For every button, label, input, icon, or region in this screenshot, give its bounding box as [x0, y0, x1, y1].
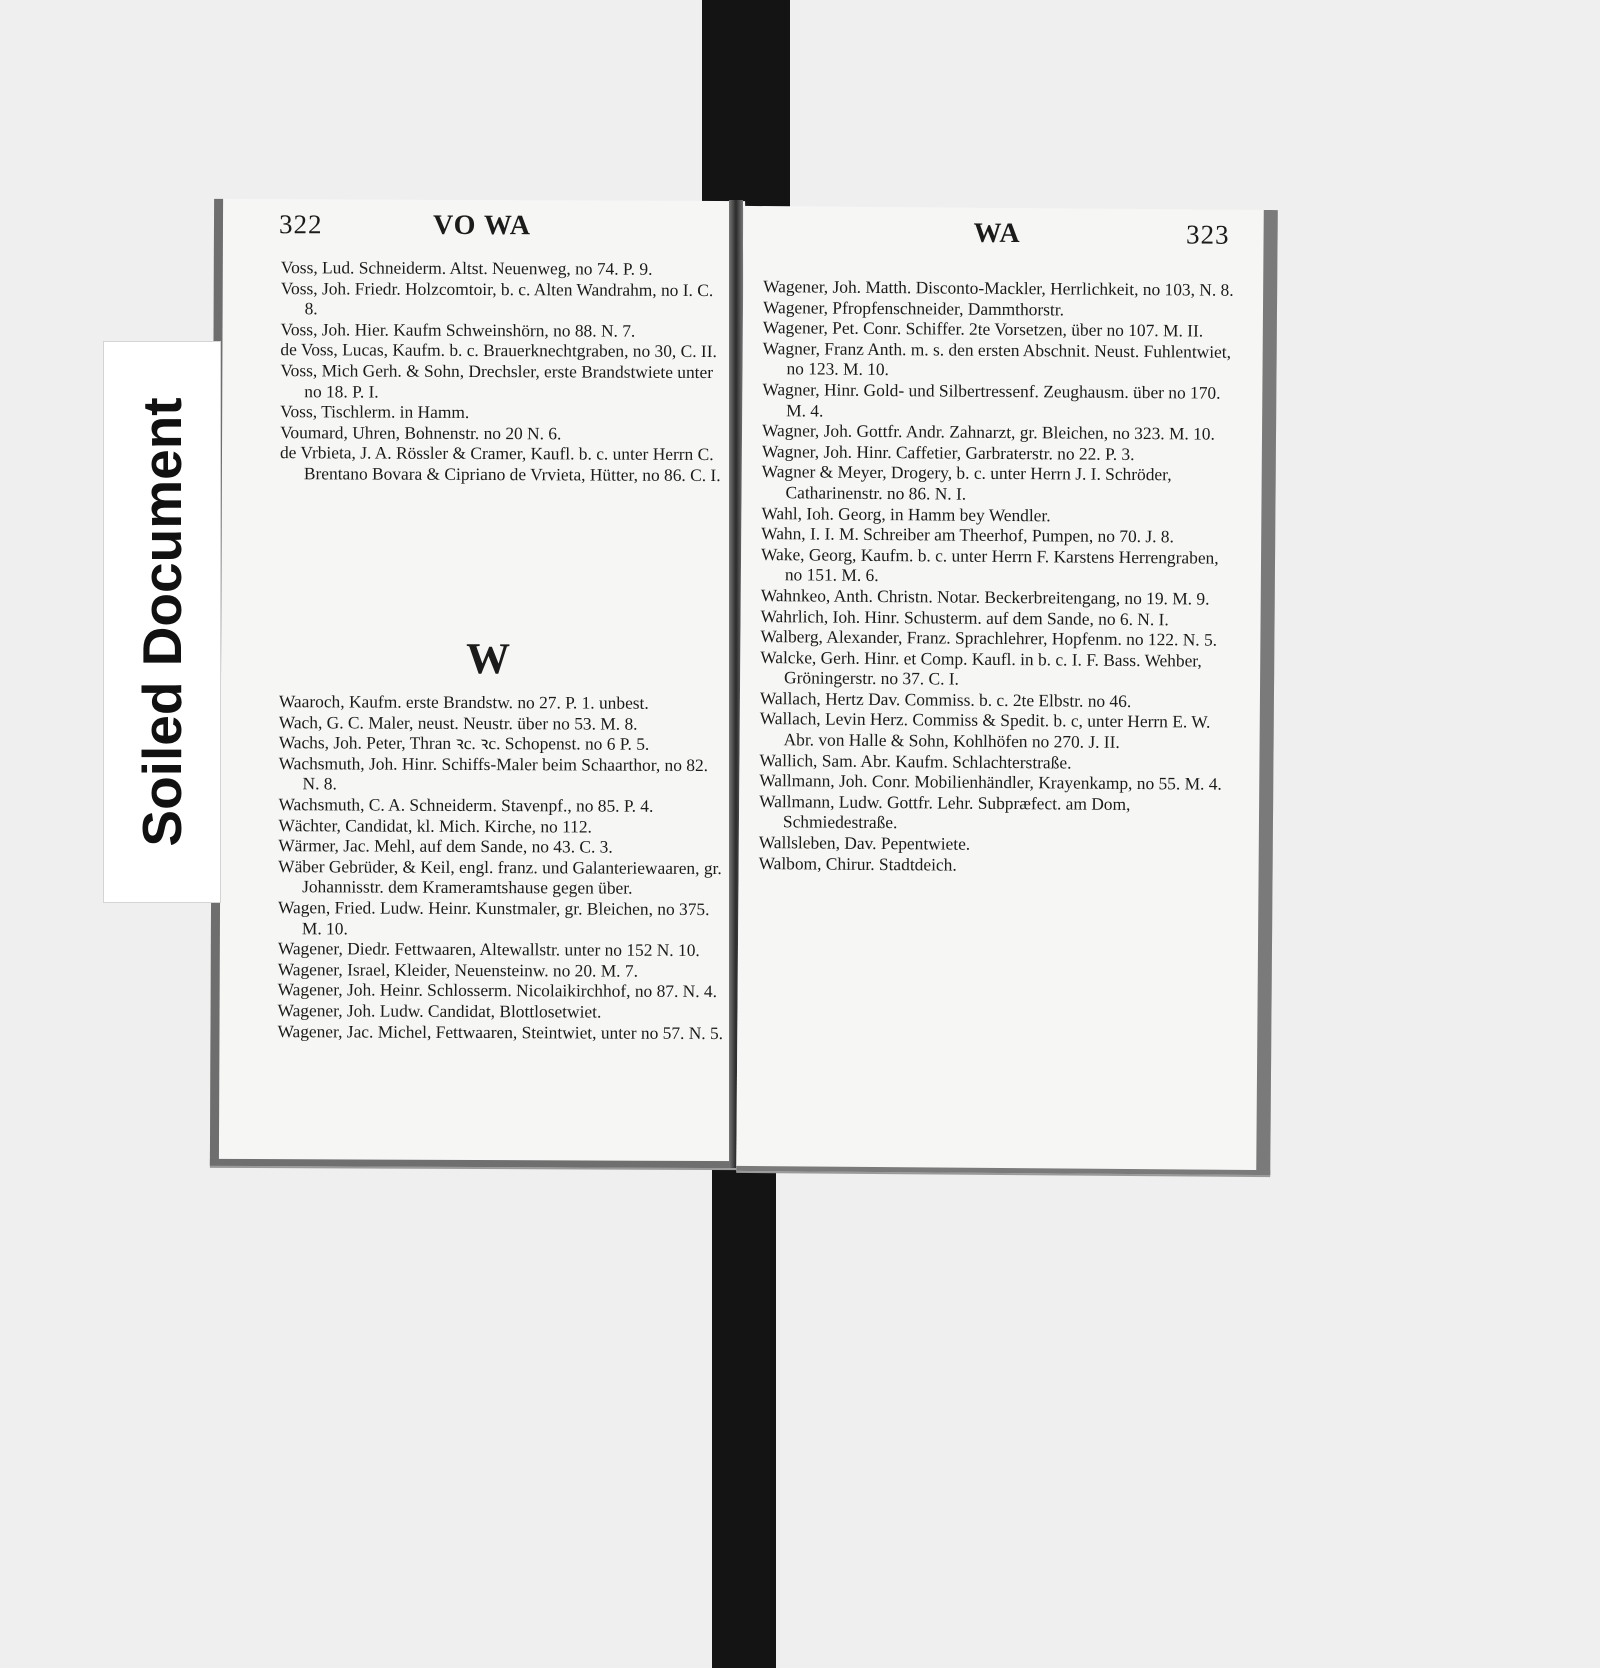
directory-entry: Wallmann, Joh. Conr. Mobilienhändler, Krayenkamp, no 55. M. 4. — [759, 770, 1222, 794]
directory-entry: Voss, Mich Gerh. & Sohn, Drechsler, erste Brandstwiete unter no 18. P. I. — [280, 360, 714, 402]
directory-entry: Wagener, Diedr. Fettwaaren, Altewallstr. unter no 152 N. 10. — [277, 938, 700, 961]
directory-entry: Wach, G. C. Maler, neust. Neustr. über no 53. M. 8. — [278, 711, 638, 734]
binding-strap-top — [702, 0, 790, 210]
directory-entry: Wachsmuth, Joh. Hinr. Schiffs-Maler beim Schaarthor, no 82. N. 8. — [278, 752, 709, 794]
directory-entry: Wallach, Levin Herz. Commiss & Spedit. b. c, unter Herrn E. W. Abr. von Halle & Sohn, Kohlhöfen no 270. J. II. — [759, 708, 1211, 752]
directory-entry: Wagener, Israel, Kleider, Neuensteinw. no 20. M. 7. — [277, 958, 638, 981]
binding-strap-bottom — [712, 1150, 776, 1668]
directory-entry: Wärmer, Jac. Mehl, auf dem Sande, no 43. C. 3. — [278, 835, 613, 857]
directory-entry: Wagener, Joh. Heinr. Schlosserm. Nicolaikirchhof, no 87. N. 4. — [277, 979, 718, 1002]
directory-entry: de Vrbieta, J. A. Rössler & Cramer, Kaufl. b. c. unter Herrn C. Brentano Bovara & Cipriano de Vrvieta, Hütter, no 86. C. I. — [279, 442, 721, 485]
directory-entry: Wagener, Pfropfenschneider, Dammthorstr. — [762, 296, 1065, 320]
right-page — [736, 206, 1278, 1175]
right-entries-wa — [759, 276, 1236, 877]
directory-entry: Wagener, Joh. Matth. Disconto-Mackler, Herrlichkeit, no 103, N. 8. — [763, 276, 1234, 300]
directory-entry: Voss, Joh. Hier. Kaufm Schweinshörn, no 88. N. 7. — [280, 318, 636, 341]
open-book — [212, 200, 1284, 1168]
directory-entry: Walcke, Gerh. Hinr. et Comp. Kaufl. in b. c. I. F. Bass. Wehber, Gröningerstr. no 37. C. I. — [760, 646, 1202, 689]
directory-entry: Voss, Joh. Friedr. Holzcomtoir, b. c. Alten Wandrahm, no I. C. 8. — [280, 277, 714, 319]
directory-entry: Voss, Lud. Schneiderm. Altst. Neuenweg, no 74. P. 9. — [280, 257, 653, 279]
directory-entry: Waaroch, Kaufm. erste Brandstw. no 27. P. 1. unbest. — [278, 691, 649, 713]
directory-entry: Wachsmuth, C. A. Schneiderm. Stavenpf., no 85. P. 4. — [278, 794, 654, 816]
directory-entry: Wagen, Fried. Ludw. Heinr. Kunstmaler, gr. Bleichen, no 375. M. 10. — [277, 897, 710, 938]
directory-entry: Walberg, Alexander, Franz. Sprachlehrer, Hopfenm. no 122. N. 5. — [760, 626, 1218, 650]
directory-entry: Wallach, Hertz Dav. Commiss. b. c. 2te Elbstr. no 46. — [759, 687, 1132, 711]
directory-entry: Wagener, Pet. Conr. Schiffer. 2te Vorsetzen, über no 107. M. II. — [762, 317, 1204, 341]
directory-entry: Wallsleben, Dav. Pepentwiete. — [758, 832, 971, 854]
section-letter-w: W — [466, 633, 511, 684]
directory-entry: Wagner, Joh. Hinr. Caffetier, Garbraterstr. no 22. P. 3. — [761, 440, 1135, 464]
left-running-head: VO WA — [432, 209, 532, 242]
soiled-document-label-text: Soiled Document — [131, 397, 193, 847]
directory-entry: de Voss, Lucas, Kaufm. b. c. Brauerknechtgraben, no 30, C. II. — [280, 339, 717, 362]
directory-entry: Wächter, Candidat, kl. Mich. Kirche, no 112. — [278, 814, 592, 837]
directory-entry: Wallich, Sam. Abr. Kaufm. Schlachterstraße. — [759, 749, 1072, 773]
left-entries-w-block — [277, 617, 727, 1043]
directory-entry: Wagner, Franz Anth. m. s. den ersten Abschnit. Neust. Fuhlentwiet, no 123. M. 10. — [762, 337, 1232, 380]
left-page-number: 322 — [278, 209, 323, 240]
directory-entry: Wachs, Joh. Peter, Thran ꝛc. ꝛc. Schopenst. no 6 P. 5. — [278, 732, 650, 754]
directory-entry: Walbom, Chirur. Stadtdeich. — [758, 852, 957, 875]
directory-entry: Wagener, Jac. Michel, Fettwaaren, Steintwiet, unter no 57. N. 5. — [277, 1020, 724, 1043]
left-page — [210, 199, 745, 1168]
directory-entry: Wahnkeo, Anth. Christn. Notar. Beckerbreitengang, no 19. M. 9. — [760, 584, 1210, 609]
directory-entry: Wagner, Joh. Gottfr. Andr. Zahnarzt, gr. Bleichen, no 323. M. 10. — [761, 420, 1215, 444]
left-entries-wa — [277, 691, 727, 1043]
soiled-document-label — [104, 342, 220, 902]
directory-entry: Voumard, Uhren, Bohnenstr. no 20 N. 6. — [280, 421, 562, 444]
directory-entry: Wake, Georg, Kaufm. b. c. unter Herrn F. Karstens Herrengraben, no 151. M. 6. — [760, 543, 1219, 586]
right-page-number: 323 — [1185, 219, 1230, 250]
directory-entry: Wagener, Joh. Ludw. Candidat, Blottlosetwiet. — [277, 1000, 602, 1022]
right-running-head: WA — [973, 217, 1021, 250]
directory-entry: Wagner & Meyer, Drogery, b. c. unter Herrn J. I. Schröder, Catharinenstr. no 86. N. I. — [761, 461, 1172, 504]
directory-entry: Wagner, Hinr. Gold- und Silbertressenf. Zeughausm. über no 170. M. 4. — [762, 379, 1221, 421]
directory-entry: Wahl, Ioh. Georg, in Hamm bey Wendler. — [761, 502, 1051, 525]
directory-entry: Wahrlich, Ioh. Hinr. Schusterm. auf dem Sande, no 6. N. I. — [760, 605, 1169, 629]
directory-entry: Wäber Gebrüder, & Keil, engl. franz. und Galanteriewaaren, gr. Johannisstr. dem Krameramtshause gegen über. — [278, 855, 722, 899]
left-entries-vo — [280, 257, 729, 485]
directory-entry: Voss, Tischlerm. in Hamm. — [280, 401, 470, 423]
directory-entry: Wahn, I. I. M. Schreiber am Theerhof, Pumpen, no 70. J. 8. — [761, 523, 1174, 547]
directory-entry: Wallmann, Ludw. Gottfr. Lehr. Subpræfect. am Dom, Schmiedestraße. — [759, 790, 1131, 833]
